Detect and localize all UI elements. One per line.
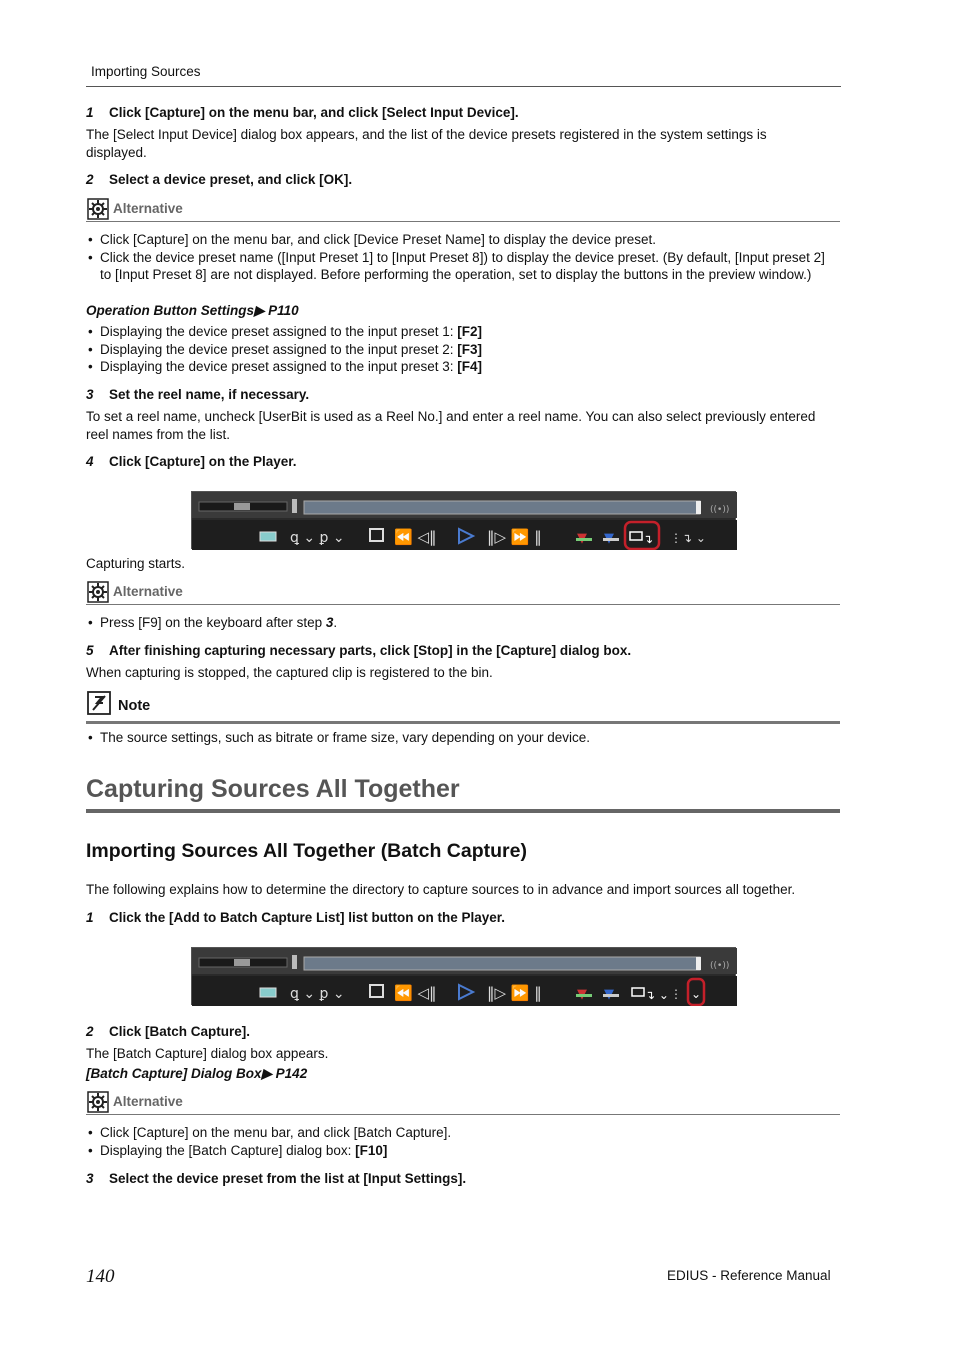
list-item: • Displaying the device preset assigned to the input preset 1: [F2] <box>86 323 826 341</box>
section-title: Capturing Sources All Together <box>86 775 460 803</box>
list-item: • Click the device preset name ([Input Preset 1] to [Input Preset 8]) to display the device preset. (By default, [Input preset 2] to [Input Preset 8] are not displayed. Before performing the operation, set to display the buttons in the preview window.) <box>86 249 826 284</box>
manual-title: EDIUS - Reference Manual <box>667 1268 831 1283</box>
cross-reference[interactable]: Operation Button Settings▶ P110 <box>86 303 299 318</box>
player-toolbar-batch <box>191 947 736 1005</box>
svg-text:((•)): ((•)) <box>710 505 730 515</box>
svg-text:↴: ↴ <box>643 532 654 546</box>
list-item: • Press [F9] on the keyboard after step 3. <box>86 614 826 632</box>
svg-text:⏪ ◁‖: ⏪ ◁‖ <box>394 984 437 1002</box>
arrow-right-icon: ▶ <box>261 1066 272 1081</box>
list-item: • Displaying the device preset assigned to the input preset 3: [F4] <box>86 358 826 376</box>
step-3-desc: To set a reel name, uncheck [UserBit is used as a Reel No.] and enter a reel name. You can also select previously entered reel names from the list. <box>86 409 816 442</box>
list-item: • Displaying the [Batch Capture] dialog box: [F10] <box>86 1142 826 1160</box>
batch-step-3: 3 Select the device preset from the list at [Input Settings]. <box>86 1171 467 1186</box>
header-rule <box>86 86 841 87</box>
player-toolbar <box>191 491 736 549</box>
arrow-right-icon: ▶ <box>254 303 265 318</box>
svg-text:ꝗ ⌄ ꝑ ⌄: ꝗ ⌄ ꝑ ⌄ <box>290 986 345 1002</box>
list-item: • The source settings, such as bitrate or frame size, vary depending on your device. <box>86 729 826 747</box>
alternative-header: Alternative <box>86 1091 840 1115</box>
alternative-list-3 <box>86 1124 826 1159</box>
shortcut-list <box>86 323 826 376</box>
step-4-desc: Capturing starts. <box>86 556 186 571</box>
gear-icon <box>87 1091 109 1116</box>
step-2: 2 Select a device preset, and click [OK]. <box>86 172 353 187</box>
page-number: 140 <box>86 1266 115 1287</box>
alternative-header: Alternative <box>86 581 840 605</box>
svg-text:‖▷ ⏩ ‖: ‖▷ ⏩ ‖ <box>487 984 542 1002</box>
alternative-list-1 <box>86 231 826 284</box>
svg-text:‖▷ ⏩ ‖: ‖▷ ⏩ ‖ <box>487 528 542 546</box>
step-1-desc: The [Select Input Device] dialog box appears, and the list of the device presets registered in the system settings is displayed. <box>86 127 767 160</box>
step-1: 1 Click [Capture] on the menu bar, and click [Select Input Device]. <box>86 105 519 120</box>
subsection-title: Importing Sources All Together (Batch Capture) <box>86 840 527 862</box>
step-3: 3 Set the reel name, if necessary. <box>86 387 310 402</box>
svg-text:ꝗ ⌄ ꝑ ⌄: ꝗ ⌄ ꝑ ⌄ <box>290 530 345 546</box>
svg-text:((•)): ((•)) <box>710 961 730 971</box>
list-item: • Displaying the device preset assigned to the input preset 2: [F3] <box>86 341 826 359</box>
svg-text:⋮↴ ⌄: ⋮↴ ⌄ <box>670 531 706 545</box>
list-item: • Click [Capture] on the menu bar, and click [Device Preset Name] to display the device preset. <box>86 231 826 249</box>
batch-step-2: 2 Click [Batch Capture]. <box>86 1024 251 1039</box>
svg-text:⏪ ◁‖: ⏪ ◁‖ <box>394 528 437 546</box>
step-4: 4 Click [Capture] on the Player. <box>86 454 297 469</box>
gear-icon <box>87 198 109 223</box>
alternative-header: Alternative <box>86 198 840 222</box>
svg-text:⌄: ⌄ <box>691 987 702 1001</box>
note-icon <box>87 691 111 718</box>
step-5-desc: When capturing is stopped, the captured clip is registered to the bin. <box>86 665 493 680</box>
batch-step-2-desc: The [Batch Capture] dialog box appears. <box>86 1046 329 1061</box>
section-rule <box>86 809 840 813</box>
cross-reference-batch[interactable]: [Batch Capture] Dialog Box▶ P142 <box>86 1066 308 1081</box>
svg-text:⋮: ⋮ <box>670 987 682 1001</box>
list-item: • Click [Capture] on the menu bar, and click [Batch Capture]. <box>86 1124 826 1142</box>
note-list <box>86 729 826 747</box>
note-header: Note <box>86 690 840 724</box>
batch-intro: The following explains how to determine the directory to capture sources to in advance and import sources all together. <box>86 882 796 897</box>
running-header: Importing Sources <box>91 64 201 79</box>
batch-step-1: 1 Click the [Add to Batch Capture List] list button on the Player. <box>86 910 506 925</box>
alternative-list-2 <box>86 614 826 632</box>
svg-text:↴ ⌄: ↴ ⌄ <box>645 988 669 1002</box>
gear-icon <box>87 581 109 606</box>
step-5: 5 After finishing capturing necessary parts, click [Stop] in the [Capture] dialog box. <box>86 643 632 658</box>
